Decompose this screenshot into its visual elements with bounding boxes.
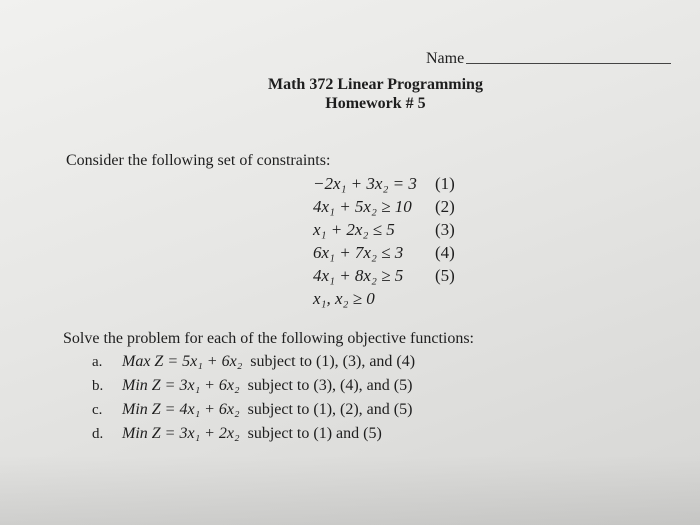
nonnegativity-row [313,287,455,310]
part-row-d [92,422,415,446]
constraint-number: (2) [435,196,455,216]
constraint-row [313,241,455,264]
constraint-row [313,195,455,218]
name-blank-line [466,63,671,64]
name-label: Name [426,50,465,67]
objective-parts [92,350,415,446]
page-shadow [0,455,700,525]
document-title [268,75,483,113]
objective-condition: subject to (1) and (5) [247,425,382,442]
objective-function: Min Z = 3x₁ + 2x₂ [122,425,240,442]
objective-function: Min Z = 3x₁ + 6x₂ [122,377,240,394]
constraint-expression: x₁, x₂ ≥ 0 [313,288,375,308]
objective-function: Max Z = 5x₁ + 6x₂ [122,353,243,370]
part-row-c [92,398,415,422]
homework-title: Homework # 5 [325,95,426,112]
intro-text: Consider the following set of constraints: [66,152,331,169]
objective-condition: subject to (1), (3), and (4) [250,353,416,370]
part-letter: b. [92,377,104,394]
constraint-expression: 4x₁ + 5x₂ ≥ 10 [313,196,412,216]
objective-function: Min Z = 4x₁ + 6x₂ [122,401,240,418]
constraint-row [313,264,455,287]
constraint-number: (1) [435,173,455,193]
part-row-b [92,374,415,398]
solve-text: Solve the problem for each of the following objective functions: [63,330,474,347]
part-row-a [92,350,415,374]
constraint-number: (3) [435,219,455,239]
constraint-row [313,218,455,241]
objective-condition: subject to (1), (2), and (5) [247,401,413,418]
part-letter: a. [92,353,103,370]
constraint-expression: 6x₁ + 7x₂ ≤ 3 [313,242,404,262]
constraint-row [313,172,455,195]
name-field [426,50,671,68]
constraint-expression: x₁ + 2x₂ ≤ 5 [313,219,395,239]
part-letter: d. [92,425,104,442]
constraint-expression: 4x₁ + 8x₂ ≥ 5 [313,265,404,285]
constraint-number: (4) [435,242,455,262]
course-title: Math 372 Linear Programming [268,76,483,93]
constraint-expression: −2x₁ + 3x₂ = 3 [313,173,417,193]
constraint-number: (5) [435,265,455,285]
part-letter: c. [92,401,103,418]
constraints-list [313,172,455,310]
objective-condition: subject to (3), (4), and (5) [247,377,413,394]
